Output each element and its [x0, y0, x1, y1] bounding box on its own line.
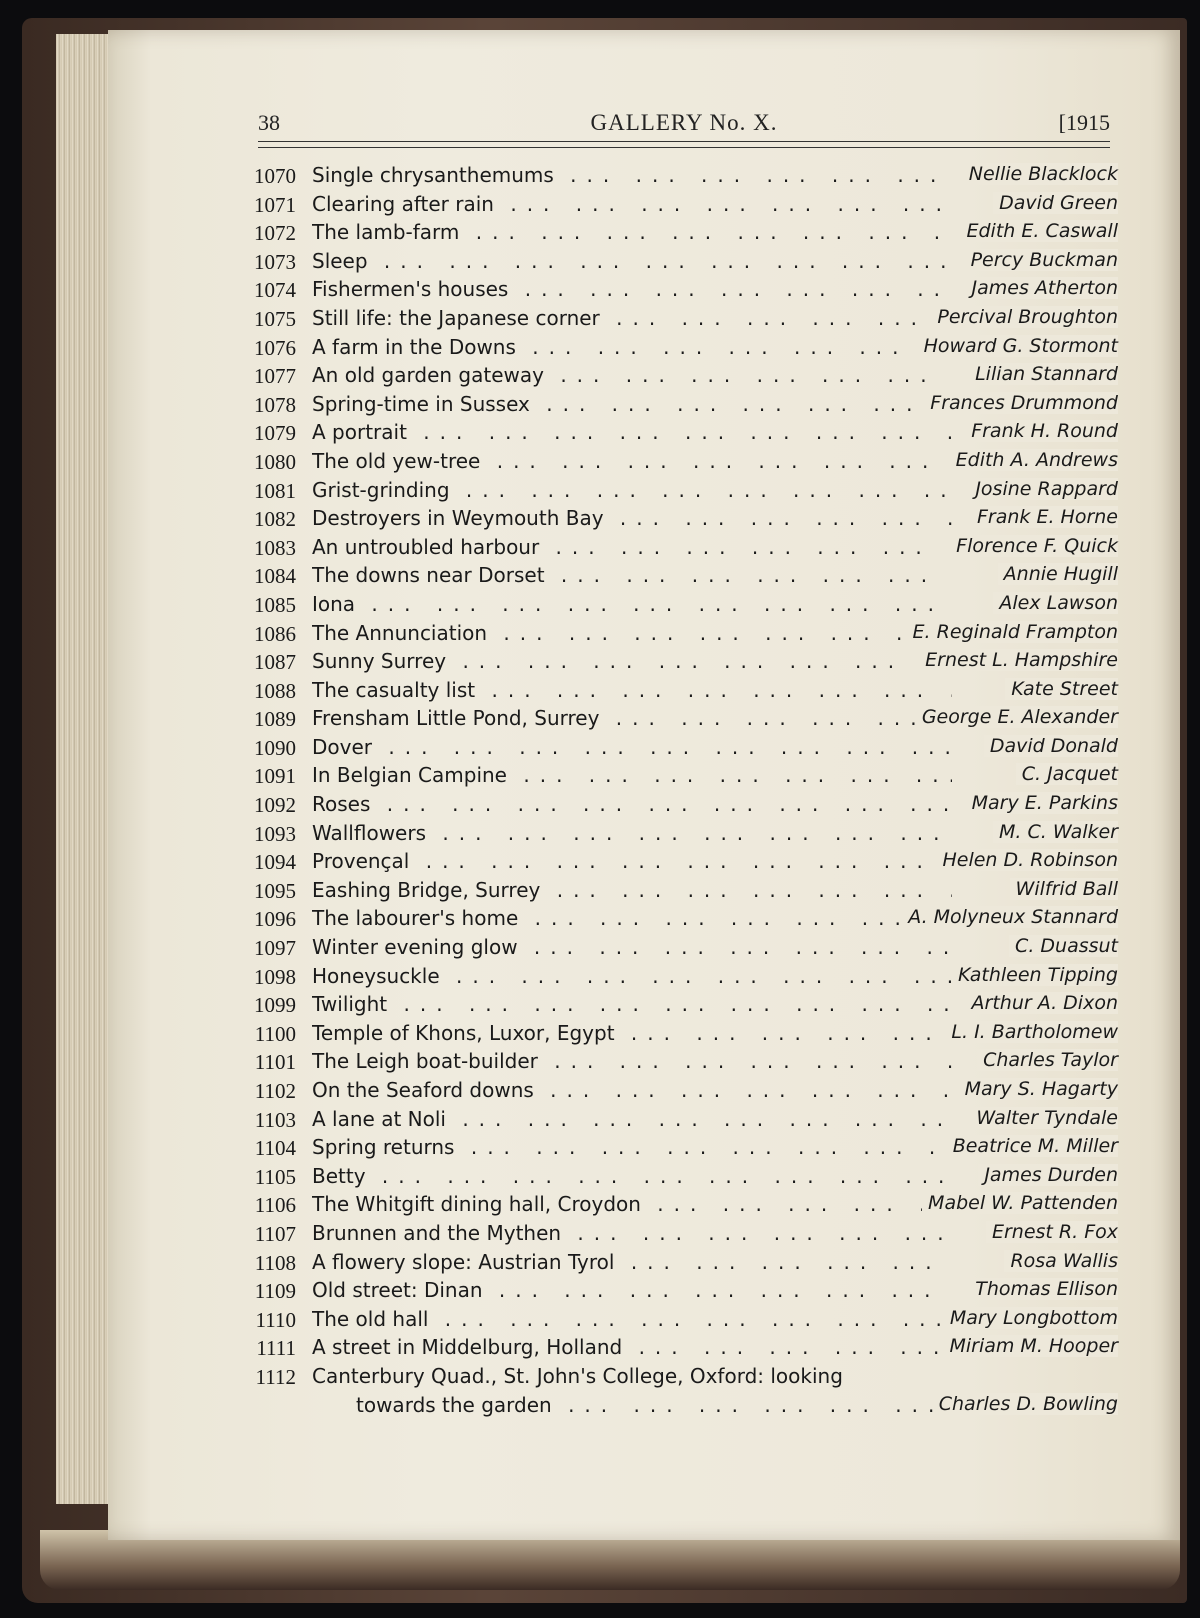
entry-artist: George E. Alexander [916, 706, 1118, 728]
catalogue-entry [238, 164, 1118, 193]
entry-number: 1092 [254, 793, 296, 818]
entry-artist: Alex Lawson [993, 592, 1118, 614]
catalogue-entry [238, 364, 1118, 393]
entry-artist: Rosa Wallis [1004, 1250, 1118, 1272]
entry-number: 1098 [254, 964, 296, 989]
entry-artist: Kathleen Tipping [952, 964, 1118, 986]
entry-title: Iona ... . [312, 592, 952, 620]
catalogue-entry [238, 1108, 1118, 1137]
catalogue-entry [238, 307, 1118, 336]
catalogue-entry [238, 1251, 1118, 1280]
entry-artist: David Donald [984, 735, 1118, 757]
catalogue-entry [238, 879, 1118, 908]
catalogue-entry [238, 622, 1118, 651]
entry-title: A farm in the Downs ... . [312, 335, 952, 363]
entry-title: Destroyers in Weymouth Bay ... . [312, 506, 952, 534]
catalogue-entry [238, 650, 1118, 679]
entry-title: Winter evening glow ... . [312, 935, 952, 963]
catalogue-entry [238, 822, 1118, 851]
entry-number: 1094 [254, 850, 296, 875]
catalogue-entry [238, 336, 1118, 365]
entry-artist: Percival Broughton [931, 306, 1118, 328]
catalogue-entry [238, 736, 1118, 765]
entry-artist: L. I. Bartholomew [945, 1021, 1118, 1043]
entry-number: 1078 [254, 392, 296, 417]
entry-number: 1082 [254, 507, 296, 532]
entry-number: 1107 [254, 1221, 296, 1246]
entry-number: 1073 [254, 249, 296, 274]
catalogue-entry [238, 393, 1118, 422]
entry-title: A lane at Noli ... . [312, 1107, 952, 1135]
page-number: 38 [258, 110, 280, 135]
entry-number: 1087 [254, 650, 296, 675]
entry-number: 1106 [254, 1193, 296, 1218]
entry-number: 1097 [254, 936, 296, 961]
entry-artist: Charles D. Bowling [933, 1393, 1118, 1415]
entry-title: Roses ... . [312, 792, 952, 820]
entry-title: Provençal ... . [312, 849, 952, 877]
catalogue-entry [238, 1222, 1118, 1251]
entry-number: 1084 [254, 564, 296, 589]
catalogue-entry [238, 507, 1118, 536]
year: [1915 [1058, 110, 1110, 135]
entry-artist: Arthur A. Dixon [966, 992, 1118, 1014]
catalogue-entry [238, 250, 1118, 279]
entry-number: 1075 [254, 306, 296, 331]
catalogue-entry [238, 1193, 1118, 1222]
entry-artist: Frank H. Round [965, 420, 1118, 442]
entry-artist: Percy Buckman [965, 249, 1118, 271]
catalogue-entry [238, 936, 1118, 965]
entry-title: Temple of Khons, Luxor, Egypt ... . [312, 1021, 952, 1049]
entry-title: The Leigh boat-builder ... . [312, 1049, 952, 1077]
entry-artist: James Durden [978, 1164, 1118, 1186]
entry-artist: Mary Longbottom [944, 1307, 1118, 1329]
entry-artist: Ernest R. Fox [986, 1221, 1118, 1243]
entry-number: 1099 [254, 993, 296, 1018]
catalogue-entry [238, 793, 1118, 822]
entry-number: 1081 [254, 478, 296, 503]
catalogue-entry [238, 421, 1118, 450]
entry-artist: E. Reginald Frampton [907, 621, 1118, 643]
catalogue-entries [238, 164, 1118, 1423]
entry-number: 1103 [254, 1107, 296, 1132]
entry-title: Honeysuckle ... . [312, 964, 952, 992]
entry-artist: Lilian Stannard [969, 363, 1118, 385]
entry-title-continuation: towards the garden ... . [356, 1393, 956, 1421]
entry-title: Clearing after rain ... . [312, 192, 952, 220]
entry-artist: Edith E. Caswall [960, 220, 1118, 242]
entry-artist: Walter Tyndale [970, 1107, 1118, 1129]
catalogue-entry [238, 1336, 1118, 1365]
entry-number: 1093 [254, 821, 296, 846]
entry-artist: Thomas Ellison [969, 1278, 1118, 1300]
entry-artist: Mary E. Parkins [966, 792, 1118, 814]
entry-artist: C. Jacquet [1016, 763, 1118, 785]
catalogue-entry [238, 1308, 1118, 1337]
entry-number: 1108 [254, 1250, 296, 1275]
entry-title: Spring-time in Sussex ... . [312, 392, 952, 420]
catalogue-entry [238, 593, 1118, 622]
entry-title: A flowery slope: Austrian Tyrol ... . [312, 1250, 952, 1278]
entry-title: The casualty list ... . [312, 678, 952, 706]
entry-number: 1072 [254, 221, 296, 246]
catalogue-entry [238, 1365, 1118, 1423]
entry-number: 1086 [254, 621, 296, 646]
entry-title: Sunny Surrey ... . [312, 649, 952, 677]
entry-artist: Wilfrid Ball [1010, 878, 1118, 900]
entry-artist: Annie Hugill [998, 563, 1118, 585]
entry-title: The old yew-tree ... . [312, 449, 952, 477]
entry-title: Spring returns ... . [312, 1135, 952, 1163]
entry-artist: Kate Street [1005, 678, 1118, 700]
catalogue-entry [238, 278, 1118, 307]
catalogue-entry [238, 564, 1118, 593]
catalogue-entry [238, 850, 1118, 879]
entry-title: Wallflowers ... . [312, 821, 952, 849]
entry-number: 1091 [254, 764, 296, 789]
entry-title: The downs near Dorset ... . [312, 563, 952, 591]
gallery-title: GALLERY No. X. [590, 110, 778, 135]
entry-title: On the Seaford downs ... . [312, 1078, 952, 1106]
entry-artist: Mabel W. Pattenden [922, 1192, 1118, 1214]
entry-artist: Frances Drummond [924, 392, 1118, 414]
catalogue-entry [238, 221, 1118, 250]
catalogue-entry [238, 1136, 1118, 1165]
entry-number: 1083 [254, 535, 296, 560]
entry-title: Still life: the Japanese corner ... . [312, 306, 952, 334]
catalogue-entry [238, 479, 1118, 508]
entry-artist: M. C. Walker [993, 821, 1118, 843]
catalogue-entry [238, 193, 1118, 222]
entry-number: 1100 [254, 1021, 296, 1046]
catalogue-entry [238, 965, 1118, 994]
entry-title: An old garden gateway ... . [312, 363, 952, 391]
catalogue-entry [238, 1079, 1118, 1108]
entry-artist: Mary S. Hagarty [959, 1078, 1118, 1100]
entry-number: 1105 [254, 1164, 296, 1189]
entry-title: Frensham Little Pond, Surrey ... . [312, 706, 952, 734]
entry-number: 1074 [254, 278, 296, 303]
entry-title: Betty ... . [312, 1164, 952, 1192]
catalogue-entry [238, 993, 1118, 1022]
entry-number: 1071 [254, 192, 296, 217]
entry-number: 1104 [254, 1136, 296, 1161]
catalogue-entry [238, 1022, 1118, 1051]
entry-title: Dover ... . [312, 735, 952, 763]
catalogue-entry [238, 1279, 1118, 1308]
catalogue-entry [238, 450, 1118, 479]
entry-artist: Josine Rappard [969, 478, 1118, 500]
catalogue-entry [238, 764, 1118, 793]
entry-number: 1109 [254, 1279, 296, 1304]
entry-title: The Whitgift dining hall, Croydon ... . [312, 1192, 952, 1220]
entry-title: Old street: Dinan ... . [312, 1278, 952, 1306]
catalogue-entry [238, 707, 1118, 736]
entry-number: 1111 [256, 1336, 296, 1361]
entry-artist: Edith A. Andrews [950, 449, 1118, 471]
entry-artist: James Atherton [966, 277, 1119, 299]
entry-number: 1096 [254, 907, 296, 932]
catalogue-entry [238, 536, 1118, 565]
entry-artist: Beatrice M. Miller [947, 1135, 1118, 1157]
entry-artist: A. Molyneux Stannard [902, 906, 1118, 928]
entry-number: 1079 [254, 421, 296, 446]
entry-title: In Belgian Campine ... . [312, 763, 952, 791]
entry-title: The lamb-farm ... . [312, 220, 952, 248]
entry-artist: Charles Taylor [977, 1049, 1118, 1071]
catalogue-entry [238, 679, 1118, 708]
catalogue-entry [238, 1050, 1118, 1079]
entry-title: Canterbury Quad., St. John's College, Oxford: looking [312, 1363, 843, 1388]
entry-artist: David Green [993, 192, 1118, 214]
header-double-rule [258, 141, 1110, 148]
entry-artist: Helen D. Robinson [936, 849, 1118, 871]
entry-number: 1088 [254, 678, 296, 703]
entry-number: 1110 [255, 1307, 296, 1332]
entry-artist: Florence F. Quick [950, 535, 1118, 557]
entry-title: Fishermen's houses ... . [312, 277, 952, 305]
entry-number: 1077 [254, 364, 296, 389]
catalogue-entry [238, 907, 1118, 936]
entry-title: Grist-grinding ... . [312, 478, 952, 506]
entry-title: The old hall ... . [312, 1307, 952, 1335]
entry-number: 1102 [254, 1079, 296, 1103]
entry-title: A portrait ... . [312, 420, 952, 448]
entry-number: 1101 [254, 1050, 296, 1075]
entry-number: 1095 [254, 878, 296, 903]
entry-artist: C. Duassut [1009, 935, 1118, 957]
entry-title: The Annunciation ... . [312, 621, 952, 649]
entry-number: 1076 [254, 335, 296, 360]
catalogue-entry [238, 1165, 1118, 1194]
entry-artist: Howard G. Stormont [918, 335, 1118, 357]
entry-artist: Ernest L. Hampshire [919, 649, 1118, 671]
entry-number: 1112 [255, 1364, 296, 1389]
entry-artist: Miriam M. Hooper [943, 1335, 1118, 1357]
entry-title: Brunnen and the Mythen ... . [312, 1221, 952, 1249]
entry-title: The labourer's home ... . [312, 906, 952, 934]
entry-number: 1070 [254, 164, 296, 188]
entry-number: 1089 [254, 707, 296, 732]
entry-title: Single chrysanthemums ... . [312, 163, 952, 191]
running-header [258, 110, 1110, 144]
entry-number: 1090 [254, 735, 296, 760]
entry-title: A street in Middelburg, Holland ... . [312, 1335, 952, 1363]
entry-title: Sleep ... . [312, 249, 952, 277]
entry-title: Eashing Bridge, Surrey ... . [312, 878, 952, 906]
entry-artist: Nellie Blacklock [963, 163, 1118, 185]
entry-artist: Frank E. Horne [971, 506, 1118, 528]
entry-number: 1080 [254, 449, 296, 474]
entry-title: An untroubled harbour ... . [312, 535, 952, 563]
entry-title: Twilight ... . [312, 992, 952, 1020]
entry-number: 1085 [254, 592, 296, 617]
